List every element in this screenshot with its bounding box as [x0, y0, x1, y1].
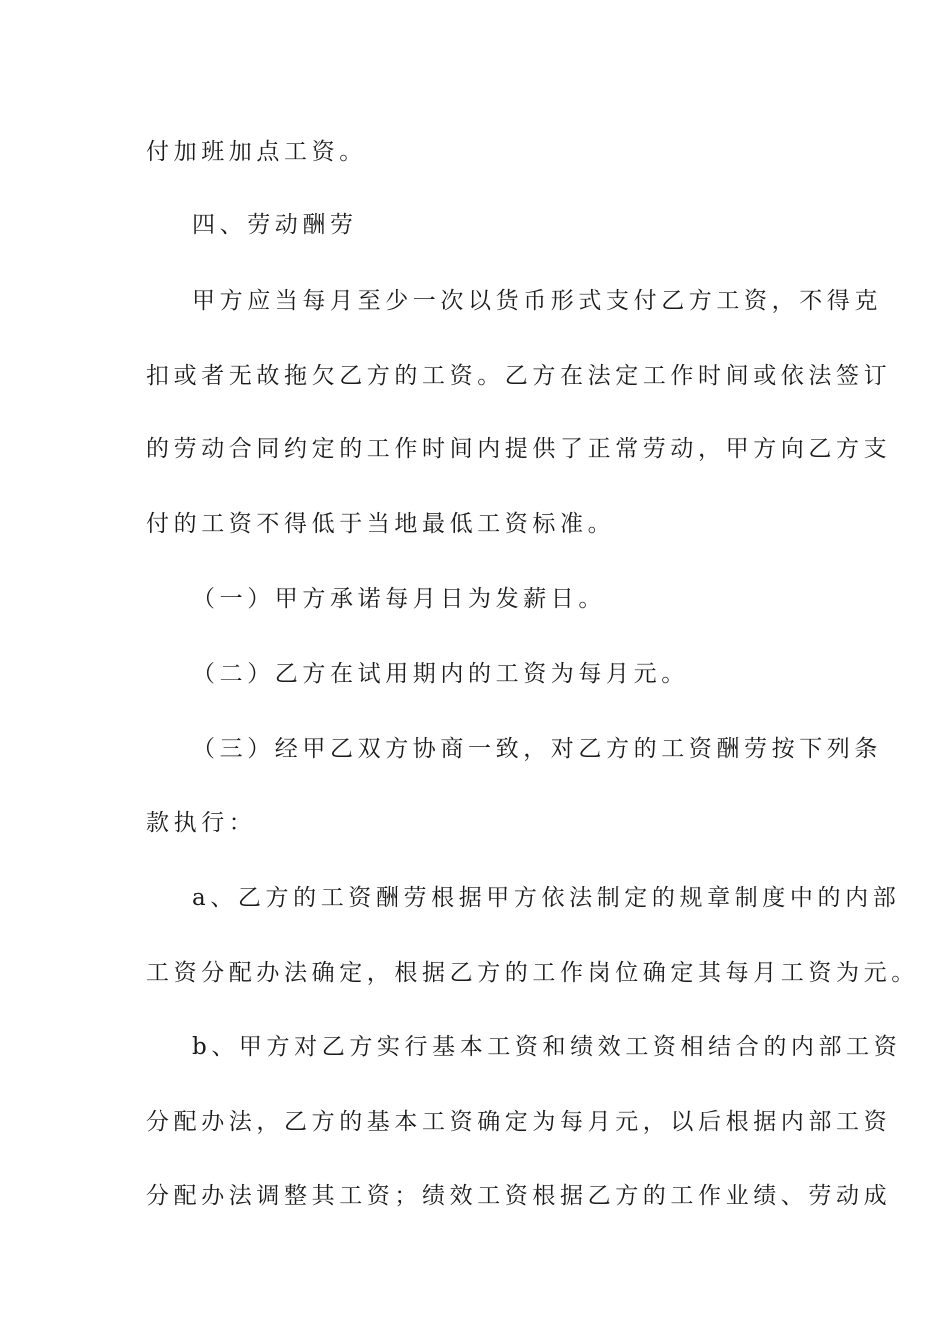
paragraph-line: 扣或者无故拖欠乙方的工资。乙方在法定工作时间或依法签订 — [146, 363, 892, 389]
paragraph-line: 甲方应当每月至少一次以货币形式支付乙方工资，不得克 — [192, 288, 882, 314]
paragraph-line: 分配办法，乙方的基本工资确定为每月元，以后根据内部工资 — [146, 1109, 892, 1135]
paragraph-line: 的劳动合同约定的工作时间内提供了正常劳动，甲方向乙方支 — [146, 436, 892, 462]
paragraph-line: 工资分配办法确定，根据乙方的工作岗位确定其每月工资为元。 — [146, 960, 919, 986]
paragraph-line: 付的工资不得低于当地最低工资标准。 — [146, 511, 616, 537]
list-item: b、甲方对乙方实行基本工资和绩效工资相结合的内部工资 — [192, 1034, 902, 1060]
section-heading: 四、劳动酬劳 — [192, 212, 358, 238]
list-item: （一）甲方承诺每月日为发薪日。 — [192, 586, 606, 612]
paragraph-line: 分配办法调整其工资；绩效工资根据乙方的工作业绩、劳动成 — [146, 1183, 892, 1209]
list-item: a、乙方的工资酬劳根据甲方依法制定的规章制度中的内部 — [192, 885, 901, 911]
list-item: （三）经甲乙双方协商一致，对乙方的工资酬劳按下列条 — [192, 736, 882, 762]
paragraph-line: 款执行： — [146, 810, 257, 836]
list-item: （二）乙方在试用期内的工资为每月元。 — [192, 661, 689, 687]
paragraph-line: 付加班加点工资。 — [146, 139, 367, 165]
